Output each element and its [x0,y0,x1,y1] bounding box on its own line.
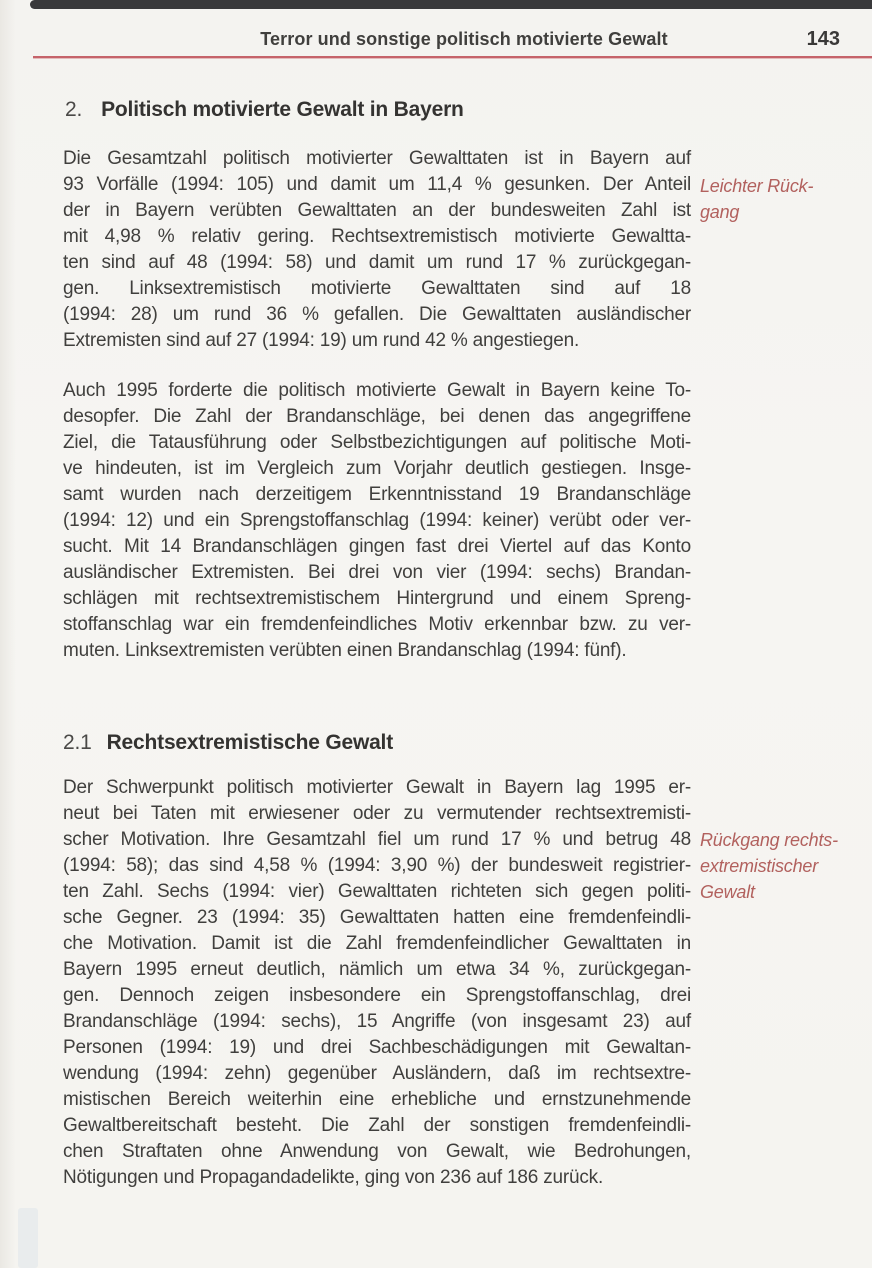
paragraph-rechtsextremistische-gewalt [63,775,691,1191]
text-line: Ziel, die Tatausführung oder Selbstbezichtigungen auf politische Moti- [63,432,691,453]
margin-note-leichter-rueckgang [700,173,865,225]
text-line: Gewaltbereitschaft besteht. Die Zahl der sonstigen fremdenfeindli- [63,1115,691,1136]
text-line: der in Bayern verübten Gewalttaten an der bundesweiten Zahl ist [63,200,691,221]
text-line: schlägen mit rechtsextremistischem Hintergrund und einem Spreng- [63,588,691,609]
text-line: gang [700,202,740,222]
text-line: desopfer. Die Zahl der Brandanschläge, bei denen das angegriffene [63,406,691,427]
text-line: Extremisten sind auf 27 (1994: 19) um rund 42 % angestiegen. [63,330,580,351]
text-line: ten sind auf 48 (1994: 58) und damit um rund 17 % zurückgegan- [63,252,691,273]
text-line: stoffanschlag war ein fremdenfeindliches Motiv erkennbar bzw. zu ver- [63,614,691,635]
running-header-title: Terror und sonstige politisch motivierte Gewalt [260,29,668,49]
text-line: Leichter Rück- [700,176,814,196]
text-line: (1994: 58); das sind 4,58 % (1994: 3,90 %) der bundesweit registrier- [63,855,691,876]
header-rule-divider [33,56,872,58]
text-line: ve hindeuten, ist im Vergleich zum Vorjahr deutlich gestiegen. Insge- [63,458,691,479]
text-line: Brandanschläge (1994: sechs), 15 Angriffe (von insgesamt 23) auf [63,1011,691,1032]
margin-note-rueckgang-rechtsextremistischer-gewalt [700,827,865,905]
text-line: 93 Vorfälle (1994: 105) und damit um 11,4 % gesunken. Der Anteil [63,174,691,195]
section-2-1-number: 2.1 [63,731,92,754]
scan-edge-artifact-top [30,0,872,9]
text-line: gen. Linksextremistisch motivierte Gewalttaten sind auf 18 [63,278,691,299]
text-line: mit 4,98 % relativ gering. Rechtsextremistisch motivierte Gewaltta- [63,226,691,247]
text-line: wendung (1994: zehn) gegenüber Ausländern, daß im rechtsextre- [63,1063,691,1084]
paragraph-overview [63,146,691,354]
text-line: (1994: 28) um rund 36 % gefallen. Die Gewalttaten ausländischer [63,304,691,325]
text-line: mistischen Bereich weiterhin eine erhebliche und ernstzunehmende [63,1089,691,1110]
text-line: sucht. Mit 14 Brandanschlägen gingen fast drei Viertel auf das Konto [63,536,691,557]
text-line: Rückgang rechts- [700,830,838,850]
text-line: Personen (1994: 19) und drei Sachbeschädigungen mit Gewaltan- [63,1037,691,1058]
text-line: Nötigungen und Propagandadelikte, ging von 236 auf 186 zurück. [63,1167,604,1188]
section-2-heading [65,98,464,122]
text-line: Bayern 1995 erneut deutlich, nämlich um etwa 34 %, zurückgegan- [63,959,691,980]
text-line: gen. Dennoch zeigen insbesondere ein Sprengstoffanschlag, drei [63,985,691,1006]
text-line: samt wurden nach derzeitigem Erkenntnisstand 19 Brandanschläge [63,484,691,505]
text-line: Gewalt [700,882,755,902]
text-line: Auch 1995 forderte die politisch motivierte Gewalt in Bayern keine To- [63,380,691,401]
scan-edge-artifact-bottom-left [18,1208,38,1268]
text-line: muten. Linksextremisten verübten einen Brandanschlag (1994: fünf). [63,640,627,661]
scan-edge-shading-left [0,0,16,1268]
text-line: extremistischer [700,856,819,876]
section-2-1-heading [63,731,393,755]
text-line: Die Gesamtzahl politisch motivierter Gewalttaten ist in Bayern auf [63,148,691,169]
text-line: scher Motivation. Ihre Gesamtzahl fiel um rund 17 % und betrug 48 [63,829,691,850]
text-line: ausländischer Extremisten. Bei drei von vier (1994: sechs) Brandan- [63,562,691,583]
text-line: che Motivation. Damit ist die Zahl fremdenfeindlicher Gewalttaten in [63,933,691,954]
section-2-1-title: Rechtsextremistische Gewalt [106,731,393,754]
section-2-number: 2. [65,98,83,121]
text-line: sche Gegner. 23 (1994: 35) Gewalttaten hatten eine fremdenfeindli- [63,907,691,928]
text-line: ten Zahl. Sechs (1994: vier) Gewalttaten richteten sich gegen politi- [63,881,691,902]
text-line: neut bei Taten mit erwiesener oder zu vermutender rechtsextremisti- [63,803,691,824]
page-number: 143 [806,28,840,50]
text-line: chen Straftaten ohne Anwendung von Gewalt, wie Bedrohungen, [63,1141,691,1162]
paragraph-brandanschlaege [63,378,691,664]
text-line: (1994: 12) und ein Sprengstoffanschlag (1994: keiner) verübt oder ver- [63,510,691,531]
text-line: Der Schwerpunkt politisch motivierter Gewalt in Bayern lag 1995 er- [63,777,691,798]
section-2-title: Politisch motivierte Gewalt in Bayern [101,98,464,121]
